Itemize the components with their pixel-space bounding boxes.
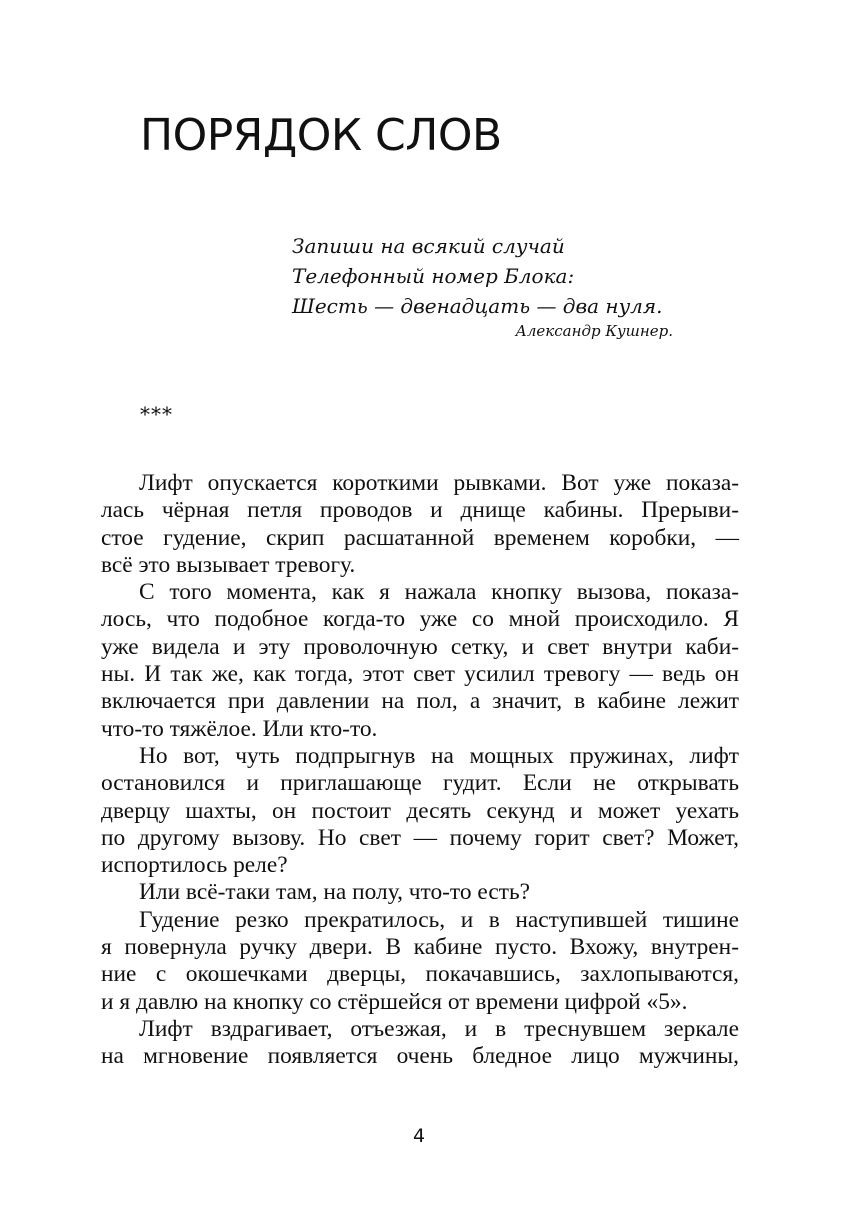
text-line: всё это вызывает тревогу. bbox=[101, 551, 356, 578]
text-line: Но вот, чуть подпрыгнув на мощных пружинах, лифт bbox=[139, 742, 739, 769]
text-line: уже видела и эту проволочную сетку, и свет внутри каби- bbox=[101, 633, 739, 660]
text-line: испортилось реле? bbox=[101, 852, 288, 879]
text-line: и я давлю на кнопку со стёршейся от времени цифрой «5». bbox=[101, 988, 688, 1015]
epigraph-line: Телефонный номер Блока: bbox=[292, 264, 575, 288]
epigraph-line: Шесть — двенадцать — два нуля. bbox=[292, 294, 663, 318]
chapter-title: ПОРЯДОК СЛОВ bbox=[140, 110, 502, 161]
page-number: 4 bbox=[412, 1125, 426, 1147]
body-text bbox=[101, 470, 739, 1071]
text-line: С того момента, как я нажала кнопку вызова, показа- bbox=[139, 579, 739, 606]
text-line: что-то тяжёлое. Или кто-то. bbox=[101, 715, 378, 742]
text-line: ние с окошечками дверцы, покачавшись, захлопываются, bbox=[101, 961, 739, 988]
text-line: я повернула ручку двери. В кабине пусто. Вхожу, внутрен- bbox=[101, 934, 739, 961]
text-line: на мгновение появляется очень бледное лицо мужчины, bbox=[101, 1043, 739, 1070]
text-line: по другому вызову. Но свет — почему горит свет? Может, bbox=[101, 824, 739, 851]
text-line: включается при давлении на пол, а значит, в кабине лежит bbox=[101, 688, 739, 715]
epigraph bbox=[292, 231, 682, 341]
text-line: остановился и приглашающе гудит. Если не открывать bbox=[101, 770, 739, 797]
text-line: дверцу шахты, он постоит десять секунд и может уехать bbox=[101, 797, 739, 824]
text-line: стое гудение, скрип расшатанной временем коробки, — bbox=[101, 524, 739, 551]
epigraph-line: Запиши на всякий случай bbox=[292, 234, 565, 258]
text-line: Или всё-таки там, на полу, что-то есть? bbox=[139, 879, 531, 906]
text-line: лось, что подобное когда-то уже со мной происходило. Я bbox=[101, 606, 739, 633]
text-line: Лифт вздрагивает, отъезжая, и в треснувшем зеркале bbox=[139, 1015, 739, 1042]
text-line: лась чёрная петля проводов и днище кабины. Прерыви- bbox=[101, 497, 739, 524]
text-line: Лифт опускается короткими рывками. Вот уже показа- bbox=[139, 470, 739, 496]
section-separator: *** bbox=[140, 402, 173, 426]
epigraph-author: Александр Кушнер. bbox=[515, 322, 673, 340]
text-line: Гудение резко прекратилось, и в наступившей тишине bbox=[139, 906, 739, 933]
text-line: ны. И так же, как тогда, этот свет усилил тревогу — ведь он bbox=[101, 661, 739, 688]
